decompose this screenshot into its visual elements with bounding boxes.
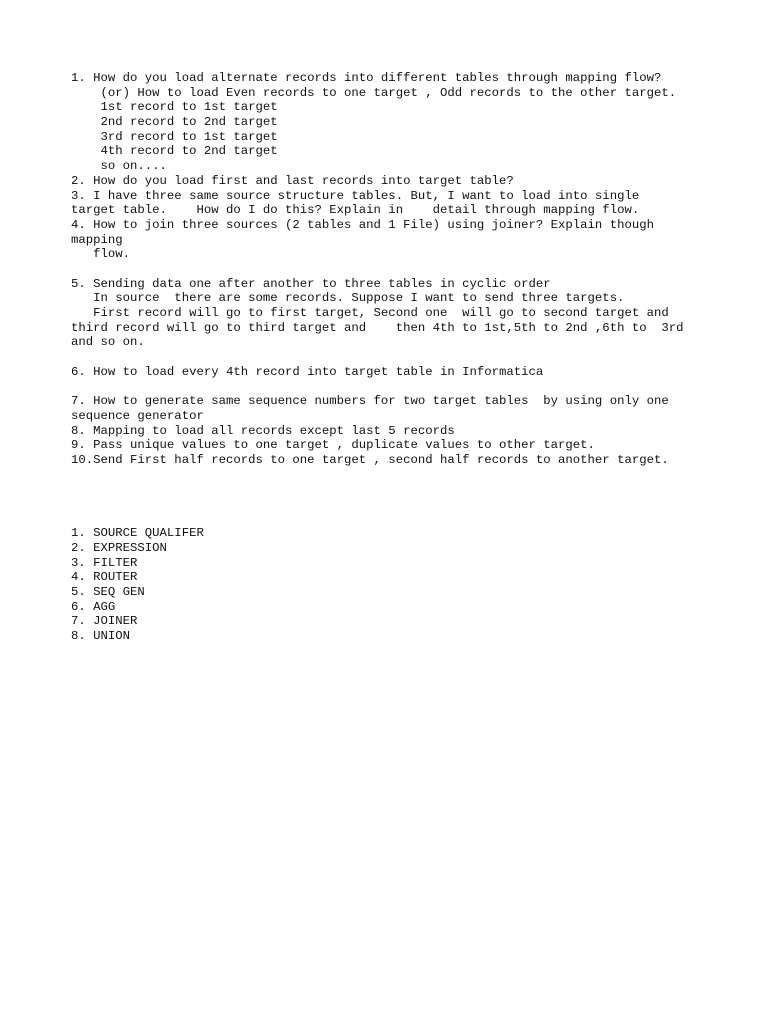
list-item: 1. SOURCE QUALIFER [71, 526, 204, 541]
text-line: 10.Send First half records to one target , second half records to another target. [71, 452, 669, 467]
text-line: 4. How to join three sources (2 tables and 1 File) using joiner? Explain though [71, 217, 654, 232]
list-item: 4. ROUTER [71, 570, 138, 585]
text-line: 9. Pass unique values to one target , duplicate values to other target. [71, 438, 595, 453]
text-line: 6. How to load every 4th record into target table in Informatica [71, 364, 544, 379]
document-page [71, 71, 721, 644]
text-line: 7. How to generate same sequence numbers for two target tables by using only one [71, 394, 669, 409]
text-line: (or) How to load Even records to one target , Odd records to the other target. [71, 85, 677, 100]
text-line: 1. How do you load alternate records into different tables through mapping flow? [71, 71, 662, 85]
text-line: flow. [71, 247, 131, 262]
text-line: so on.... [71, 159, 167, 174]
text-line: In source there are some records. Suppose I want to send three targets. [71, 291, 625, 306]
text-line: third record will go to third target and then 4th to 1st,5th to 2nd ,6th to 3rd [71, 320, 684, 335]
text-line: 8. Mapping to load all records except last 5 records [71, 423, 455, 438]
section-spacer [71, 468, 721, 527]
text-line: and so on. [71, 335, 145, 350]
text-line: First record will go to first target, Second one will go to second target and [71, 306, 669, 320]
blank-line [71, 379, 721, 394]
text-line: target table. How do I do this? Explain in detail through mapping flow. [71, 203, 640, 218]
text-line: sequence generator [71, 408, 204, 423]
text-line: mapping [71, 232, 123, 247]
text-line: 1st record to 1st target [71, 100, 278, 115]
list-item: 5. SEQ GEN [71, 585, 145, 600]
list-item: 3. FILTER [71, 555, 138, 570]
text-line: 2. How do you load first and last records into target table? [71, 173, 514, 188]
list-item: 2. EXPRESSION [71, 541, 167, 556]
text-line: 5. Sending data one after another to three tables in cyclic order [71, 276, 551, 291]
list-item: 6. AGG [71, 599, 116, 614]
blank-line [71, 350, 721, 365]
transformations-list [71, 526, 721, 644]
list-item: 7. JOINER [71, 614, 138, 629]
text-line: 3rd record to 1st target [71, 129, 278, 144]
text-line: 2nd record to 2nd target [71, 115, 278, 130]
list-item: 8. UNION [71, 629, 131, 644]
text-line: 4th record to 2nd target [71, 144, 278, 159]
questions-block [71, 71, 721, 468]
blank-line [71, 262, 721, 277]
text-line: 3. I have three same source structure tables. But, I want to load into single [71, 188, 640, 203]
